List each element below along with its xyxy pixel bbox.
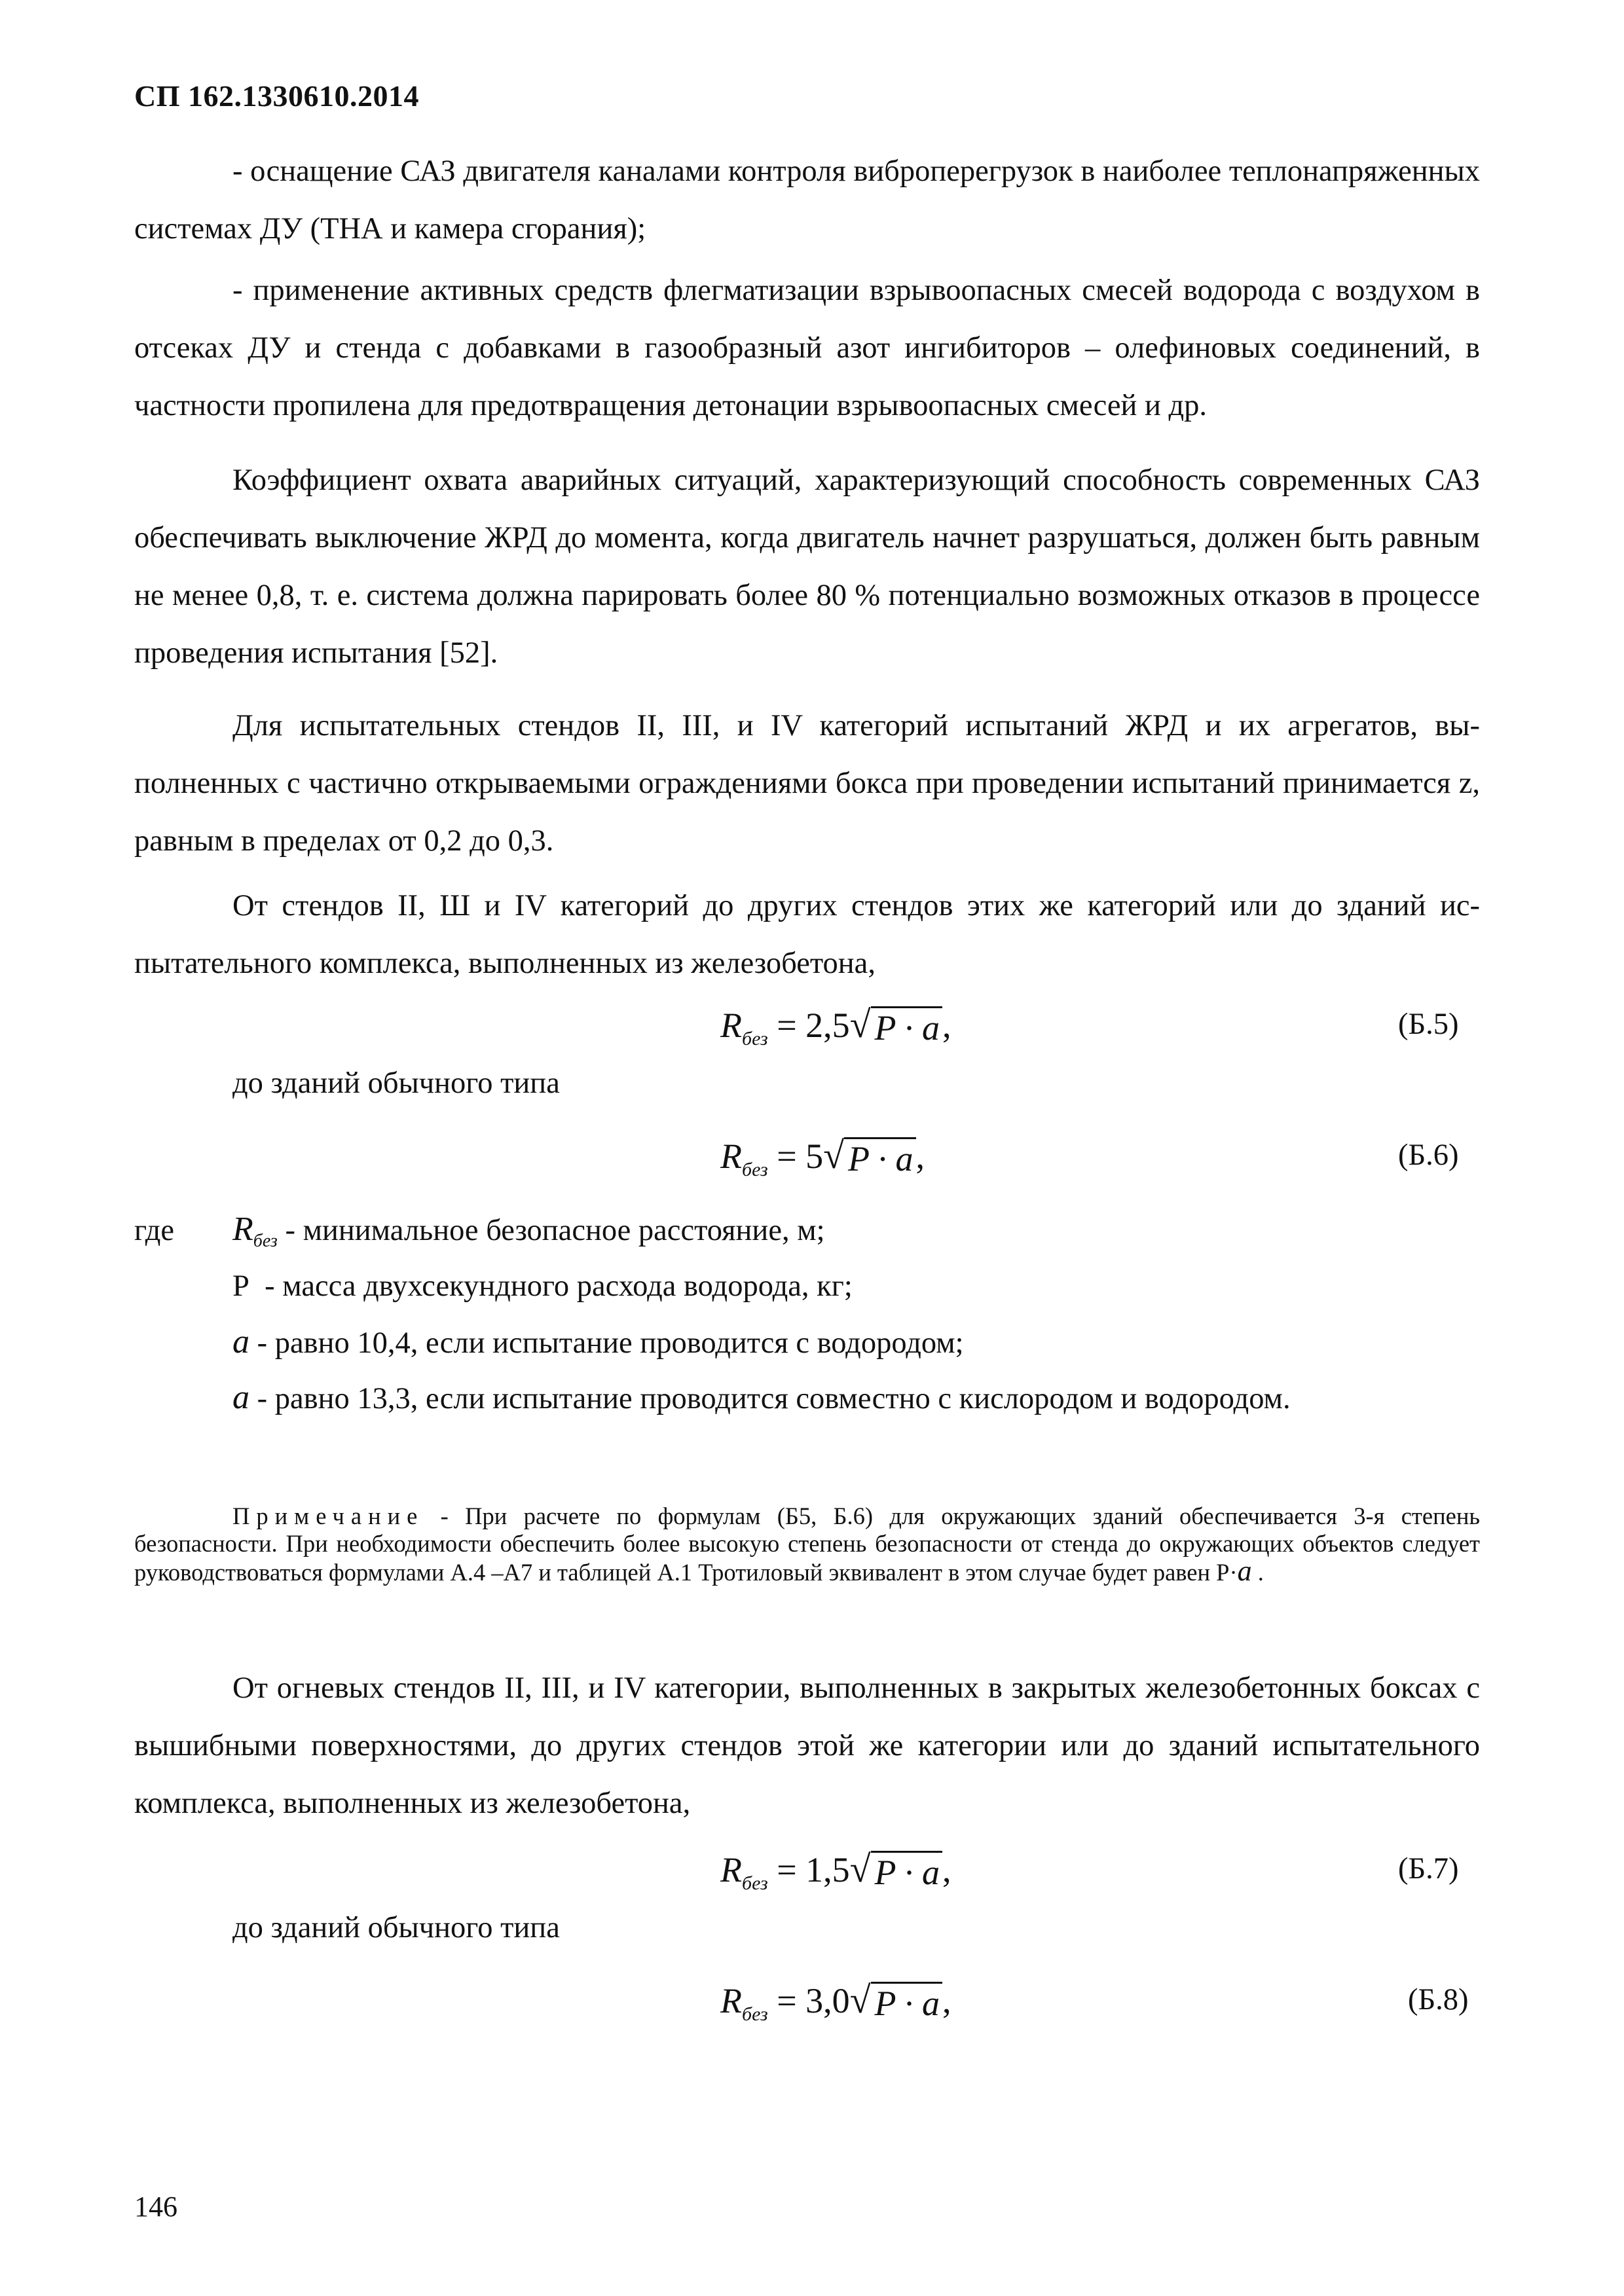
paragraph-coverage-coefficient: Коэффициент охвата аварийных ситуаций, характеризующий способность современных САЗ обеспечивать выключение ЖРД до момента, когда двигатель начнет разрушаться, должен быть равным не менее 0,8, т. е. система должна парировать более 80 % потенциально возможных отказов в процессе проведения испытания [52]. xyxy=(134,464,1480,670)
formula-coefficient: = 1,5 xyxy=(767,1850,850,1889)
formula-tail: , xyxy=(942,1006,951,1045)
note-end: . xyxy=(1251,1559,1264,1586)
paragraph-saz-vibration: - оснащение САЗ двигателя каналами контроля виброперегрузок в наиболее теплонапряженных системах ДУ (ТНА и камера сгорания); xyxy=(134,155,1480,246)
formula-symbol: R xyxy=(720,1137,742,1176)
formula-b8 xyxy=(720,1977,951,2030)
formula-tail: , xyxy=(942,1981,951,2020)
formula-b6 xyxy=(720,1133,925,1185)
formula-subscript: без xyxy=(742,1159,768,1180)
definition-r-text: - минимальное безопасное расстояние, м; xyxy=(277,1214,825,1247)
paragraph-stand-distance: От стендов II, Ш и IV категорий до других стендов этих же категорий или до зданий испытательного комплекса, выполненных из железобетона, xyxy=(134,889,1480,980)
formula-coefficient: = 5 xyxy=(767,1137,824,1176)
equation-number-b8: (Б.8) xyxy=(1408,1983,1469,2016)
equation-number-b5: (Б.5) xyxy=(1398,1008,1459,1041)
page-number: 146 xyxy=(134,2191,177,2223)
definition-p-text: - масса двухсекундного расхода водорода, кг; xyxy=(249,1269,853,1303)
definition-symbol-p: Р xyxy=(232,1269,249,1303)
note-symbol-a: a xyxy=(1237,1555,1252,1587)
formula-subscript: без xyxy=(742,1028,768,1049)
equation-number-b6: (Б.6) xyxy=(1398,1139,1459,1172)
formula-radicand: P · a xyxy=(871,1006,943,1048)
formula-coefficient: = 3,0 xyxy=(767,1981,850,2020)
definition-a1-text: - равно 10,4, если испытание проводится с водородом; xyxy=(249,1326,964,1360)
square-root: √ P · a xyxy=(850,1846,942,1893)
definition-a-hydrogen xyxy=(232,1322,964,1363)
formula-symbol: R xyxy=(720,1981,742,2020)
square-root: √ P · a xyxy=(823,1133,915,1179)
note-label: Примечание xyxy=(232,1503,424,1529)
paragraph-ordinary-buildings-2: до зданий обычного типа xyxy=(232,1911,560,1944)
definition-a2-text: - равно 13,3, если испытание проводится совместно с кислородом и водородом. xyxy=(249,1382,1291,1415)
where-label: где xyxy=(134,1214,175,1247)
formula-symbol: R xyxy=(720,1850,742,1889)
equation-number-b7: (Б.7) xyxy=(1398,1852,1459,1886)
formula-radicand: P · a xyxy=(844,1137,916,1178)
formula-radicand: P · a xyxy=(871,1851,943,1892)
formula-tail: , xyxy=(942,1850,951,1889)
definition-symbol-a: a xyxy=(232,1379,249,1416)
formula-subscript: без xyxy=(742,1872,768,1894)
formula-b7 xyxy=(720,1846,951,1899)
definition-subscript: без xyxy=(253,1231,278,1251)
note-block xyxy=(134,1503,1480,1586)
square-root: √ P · a xyxy=(850,1977,942,2024)
note-text: - При расчете по формулам (Б5, Б.6) для окружающих зданий обеспечивается 3-я степень безопасности. При необходимости обеспечить более высокую степень безопасности от стенда до окружающих объектов следует руководствоваться формулами А.4 –А7 и таблицей А.1 Тротиловый эквивалент в этом случае будет равен Р· xyxy=(134,1503,1480,1586)
definition-a-oxygen-hydrogen xyxy=(232,1378,1291,1419)
paragraph-test-stands-z: Для испытательных стендов II, III, и IV категорий испытаний ЖРД и их агрегатов, выполненных с частично открываемыми ограждениями бокса при проведении испытаний принимается z, равным в пределах от 0,2 до 0,3. xyxy=(134,709,1480,858)
paragraph-fire-stands: От огневых стендов II, III, и IV категории, выполненных в закрытых железобетонных боксах с вышибными поверхностями, до других стендов этой же категории или до зданий испытательного комплекса, выполненных из железобетона, xyxy=(134,1671,1480,1820)
square-root: √ P · a xyxy=(850,1002,942,1048)
document-code-header: СП 162.1330610.2014 xyxy=(134,79,419,113)
definition-r xyxy=(232,1210,825,1254)
formula-subscript: без xyxy=(742,2003,768,2025)
definition-p xyxy=(232,1267,853,1306)
formula-radicand: P · a xyxy=(871,1982,943,2023)
definition-symbol-a: a xyxy=(232,1323,249,1360)
formula-coefficient: = 2,5 xyxy=(767,1006,850,1045)
formula-symbol: R xyxy=(720,1006,742,1045)
paragraph-ordinary-buildings: до зданий обычного типа xyxy=(232,1066,560,1100)
definition-symbol-r: R xyxy=(232,1211,253,1248)
paragraph-phlegmatization: - применение активных средств флегматизации взрывоопасных смесей водорода с воздухом в отсеках ДУ и стенда с добавками в газообразный азот ингибиторов – олефиновых соединений, в частности пропилена для предотвращения детонации взрывоопасных смесей и др. xyxy=(134,274,1480,422)
formula-b5 xyxy=(720,1002,951,1054)
formula-tail: , xyxy=(915,1137,925,1176)
